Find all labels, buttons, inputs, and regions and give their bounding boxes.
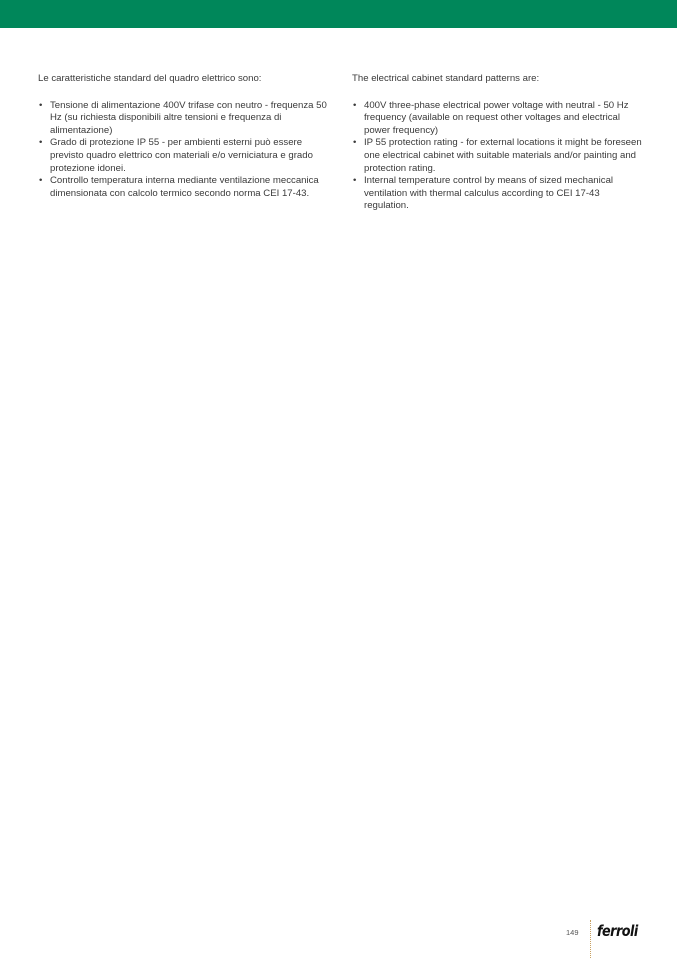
bullet-icon: •: [39, 137, 43, 149]
bullet-icon: •: [39, 99, 43, 111]
page-number: 149: [566, 928, 579, 937]
italian-column: [38, 73, 328, 200]
english-intro: The electrical cabinet standard patterns are:: [352, 73, 540, 84]
list-item: [38, 175, 328, 200]
bullet-icon: •: [353, 175, 357, 187]
bullet-icon: •: [353, 99, 357, 111]
bullet-icon: •: [353, 137, 357, 149]
list-item-text: IP 55 protection rating - for external locations it might be foreseen one electrical cabinet with suitable materials and/or painting and protection rating.: [364, 137, 642, 174]
italian-intro: Le caratteristiche standard del quadro elettrico sono:: [38, 73, 262, 84]
header-bar: [0, 0, 677, 28]
list-item: [352, 137, 644, 175]
list-item-text: Grado di protezione IP 55 - per ambienti esterni può essere previsto quadro elettrico con materiali e/o verniciatura e grado protezione idonei.: [50, 137, 313, 174]
list-item-text: 400V three-phase electrical power voltage with neutral - 50 Hz frequency (available on request other voltages and electrical power frequency): [364, 99, 629, 136]
english-column: [352, 73, 644, 213]
list-item: [38, 137, 328, 175]
page-footer: [0, 920, 677, 958]
list-item-text: Tensione di alimentazione 400V trifase con neutro - frequenza 50 Hz (su richiesta disponibili altre tensioni e frequenza di alimentazione): [50, 99, 327, 136]
ferroli-logo: ferroli: [597, 922, 638, 940]
list-item: [38, 100, 328, 138]
list-item: [352, 100, 644, 138]
bullet-icon: •: [39, 175, 43, 187]
english-bullet-list: [352, 100, 644, 213]
list-item: [352, 175, 644, 213]
list-item-text: Internal temperature control by means of sized mechanical ventilation with thermal calculus according to CEI 17-43 regulation.: [364, 175, 614, 212]
list-item-text: Controllo temperatura interna mediante ventilazione meccanica dimensionata con calcolo termico secondo norma CEI 17-43.: [50, 175, 319, 199]
footer-divider: [590, 920, 591, 958]
italian-bullet-list: [38, 100, 328, 201]
